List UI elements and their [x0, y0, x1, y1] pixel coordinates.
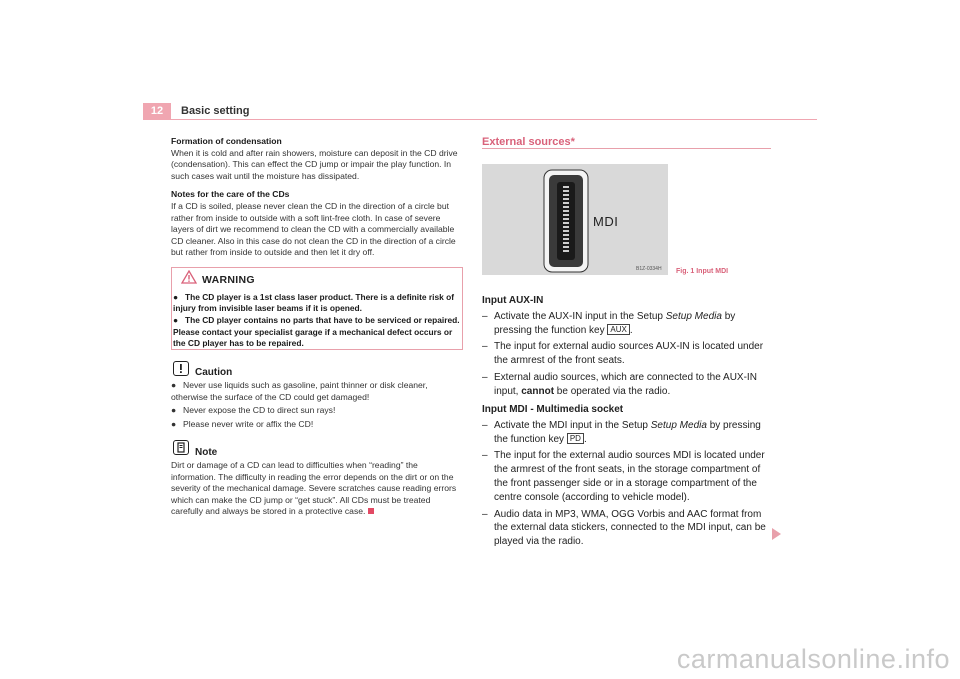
figure-code: B1Z-0334H	[636, 266, 662, 272]
section-title: External sources*	[482, 136, 575, 148]
note-icon	[173, 440, 189, 455]
caution-item: ● Never use liquids such as gasoline, paint thinner or disk cleaner, otherwise the surface of the CD could get damaged!	[171, 380, 428, 402]
note-title: Note	[195, 447, 218, 458]
caution-icon	[173, 361, 189, 376]
warning-icon	[181, 270, 197, 284]
watermark: carmanualsonline.info	[676, 644, 950, 674]
page-title: Basic setting	[181, 105, 250, 117]
section-end-marker	[368, 508, 374, 514]
mdi-section	[482, 403, 772, 549]
mdi-connector-illustration	[482, 164, 668, 275]
condensation-title: Formation of condensation	[171, 136, 282, 146]
condensation-section	[171, 136, 463, 259]
aux-step: – The input for external audio sources AUX-IN is located under the armrest of the front seats.	[482, 341, 764, 367]
care-title: Notes for the care of the CDs	[171, 189, 290, 200]
warning-item: ● The CD player contains no parts that have to be serviced or repaired. Please contact your specialist garage if a mechanical defect occurs or the CD player has to be repaired.	[173, 315, 460, 348]
aux-title: Input AUX-IN	[482, 295, 544, 306]
condensation-text: When it is cold and after rain showers, moisture can deposit in the CD drive (condensation). This can effect the CD jump or impair the play function. In such cases wait until the moisture has dissipated.	[171, 147, 458, 181]
mdi-title: Input MDI - Multimedia socket	[482, 404, 624, 415]
care-text: If a CD is soiled, please never clean the CD in the direction of a circle but rather from inside to outside with a soft lint-free cloth. In case of severe layers of dirt we recommend to clean the CD with a commercially available CD cleaner. Also in this case do not clean the CD in the direction of a circle but rather from inside to outside and then let it dry off.	[171, 200, 456, 258]
mdi-figure-label: MDI	[593, 214, 619, 229]
caution-item: ● Never expose the CD to direct sun rays!	[171, 405, 336, 416]
pd-key: PD	[567, 433, 584, 444]
mdi-step: – Audio data in MP3, WMA, OGG Vorbis and AAC format from the external data stickers, connected to the MDI input, can be played via the radio.	[482, 508, 766, 548]
caution-title: Caution	[195, 367, 233, 378]
next-page-arrow-icon[interactable]	[772, 528, 781, 540]
aux-step: – External audio sources, which are connected to the AUX-IN input, cannot be operated via the radio.	[482, 371, 757, 397]
section-divider	[482, 148, 771, 149]
header-divider	[143, 119, 817, 120]
warning-list	[173, 292, 460, 350]
aux-step: – Activate the AUX-IN input in the Setup Setup Media by pressing the function key AUX .	[482, 310, 736, 336]
warning-title: WARNING	[202, 274, 255, 286]
note-text: Dirt or damage of a CD can lead to difficulties when “reading” the information. The difficulty in reading the error depends on the dirt or on the severity of the mechanical damage. Severe scratches cause reading errors which can make the CD jump or “get stuck”. All CDs must be treated carefully and always be stored in a protective case.	[171, 460, 457, 517]
caution-list	[171, 380, 463, 432]
figure-caption: Fig. 1 Input MDI	[676, 268, 729, 275]
mdi-figure	[482, 164, 668, 275]
mdi-step: – The input for the external audio sources MDI is located under the armrest of the front seats, in the storage compartment of the front passenger side or in a storage compartment of the centre console (according to vehicle model).	[482, 450, 765, 503]
aux-section	[482, 294, 772, 399]
aux-key: AUX	[607, 324, 629, 335]
page-number: 12	[143, 103, 171, 120]
mdi-step: – Activate the MDI input in the Setup Setup Media by pressing the function key PD .	[482, 419, 761, 445]
caution-item: ● Please never write or affix the CD!	[171, 418, 314, 429]
warning-item: ● The CD player is a 1st class laser product. There is a definite risk of injury from invisible laser beams if it is opened.	[173, 292, 455, 314]
